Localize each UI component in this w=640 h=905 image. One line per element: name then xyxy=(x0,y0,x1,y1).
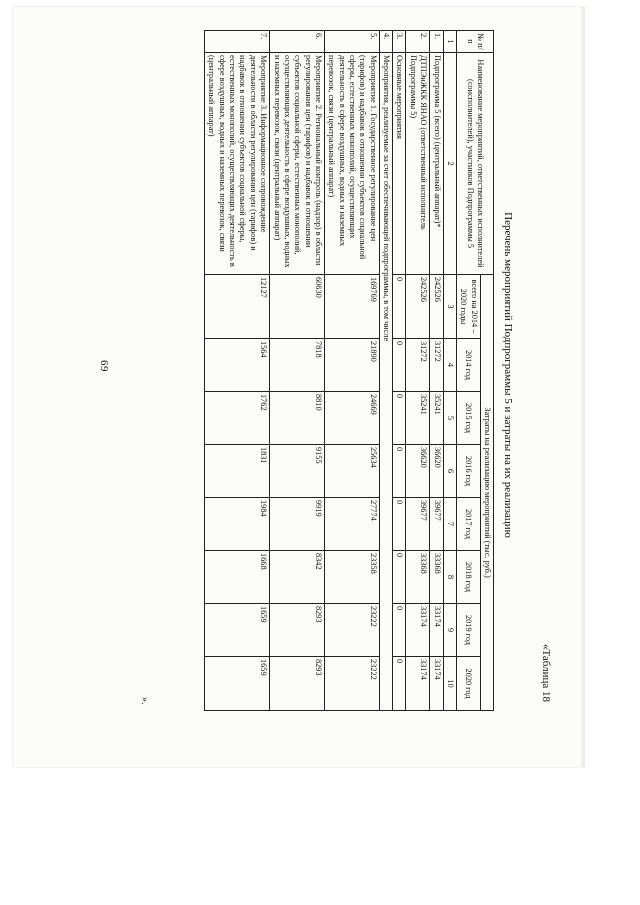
header-year: 2014 год xyxy=(456,339,480,392)
header-year: 2020 год xyxy=(456,657,480,711)
cell-value: 0 xyxy=(393,551,406,604)
row-section-heading: Мероприятия, реализуемые за счет обеспечивающей подпрограммы, в том числе xyxy=(379,53,392,711)
cell-value: 1668 xyxy=(205,551,270,604)
cell-value: 35241 xyxy=(430,392,443,445)
column-number: 3 xyxy=(443,275,456,339)
cell-value: 21890 xyxy=(324,339,379,392)
header-year: 2016 год xyxy=(456,445,480,498)
table-row xyxy=(430,31,443,711)
header-no: № п/п xyxy=(456,31,493,53)
cell-value: 8293 xyxy=(270,604,325,657)
table-row xyxy=(406,31,430,711)
header-year: 2015 год xyxy=(456,392,480,445)
header-costs-group: Затраты на реализацию мероприятий (тыс. руб.) xyxy=(480,275,493,711)
cell-value: 39677 xyxy=(430,498,443,551)
cell-value: 8810 xyxy=(270,392,325,445)
cell-value: 33368 xyxy=(430,551,443,604)
cell-value: 23222 xyxy=(324,657,379,711)
cell-value: 35241 xyxy=(406,392,430,445)
column-number-row xyxy=(443,31,456,711)
column-number: 7 xyxy=(443,498,456,551)
cell-total: 0 xyxy=(393,275,406,339)
column-number: 6 xyxy=(443,445,456,498)
row-name: Мероприятие 1. Государственное регулирование цен (тарифов) и надбавок в отношении субъектов социальной сферы, естественных монополий, осуществляющих деятельность в сфере воздушных, водных и наземных перевозок, связи (центральный аппарат) xyxy=(324,53,379,275)
cell-value: 0 xyxy=(393,445,406,498)
cell-value: 31272 xyxy=(406,339,430,392)
cell-value: 8342 xyxy=(270,551,325,604)
cell-value: 1831 xyxy=(205,445,270,498)
cell-value: 0 xyxy=(393,657,406,711)
cell-total: 242526 xyxy=(406,275,430,339)
header-year: 2018 год xyxy=(456,551,480,604)
cell-value: 33174 xyxy=(430,657,443,711)
row-name: Подпрограмма 5 (всего) (центральный аппарат)* xyxy=(430,53,443,275)
header-total: всего на 2014 – 2020 годы xyxy=(456,275,480,339)
page-number: 69 xyxy=(98,360,110,372)
row-name: ДТПЭиЖКК ЯНАО (ответственный исполнитель Подпрограммы 5) xyxy=(406,53,430,275)
cell-total: 242526 xyxy=(430,275,443,339)
cell-value: 0 xyxy=(393,339,406,392)
table-caption: «Таблица 18 xyxy=(540,643,552,702)
header-year: 2019 год xyxy=(456,604,480,657)
cell-value: 23358 xyxy=(324,551,379,604)
cell-value: 0 xyxy=(393,392,406,445)
cell-value: 9155 xyxy=(270,445,325,498)
row-number: 2. xyxy=(406,31,430,53)
header-name: Наименование мероприятий, ответственных исполнителей (соисполнителей), участников Подпрограммы 5 xyxy=(456,53,493,275)
row-number: 4. xyxy=(379,31,392,53)
header-year: 2017 год xyxy=(456,498,480,551)
measures-table xyxy=(204,30,494,711)
cell-value: 1659 xyxy=(205,657,270,711)
row-number: 6. xyxy=(270,31,325,53)
table-row xyxy=(270,31,325,711)
cell-value: 36620 xyxy=(406,445,430,498)
table-row xyxy=(379,31,392,711)
column-number: 10 xyxy=(443,657,456,711)
cell-value: 1762 xyxy=(205,392,270,445)
cell-value: 33174 xyxy=(406,657,430,711)
column-number: 1 xyxy=(443,31,456,53)
cell-value: 23222 xyxy=(324,604,379,657)
cell-value: 33174 xyxy=(430,604,443,657)
cell-value: 9919 xyxy=(270,498,325,551)
column-number: 2 xyxy=(443,53,456,275)
cell-value: 31272 xyxy=(430,339,443,392)
cell-value: 27774 xyxy=(324,498,379,551)
cell-value: 7818 xyxy=(270,339,325,392)
document-title: Перечень мероприятий Подпрограммы 5 и затраты на их реализацию xyxy=(502,212,514,538)
cell-value: 33174 xyxy=(406,604,430,657)
column-number: 8 xyxy=(443,551,456,604)
column-number: 5 xyxy=(443,392,456,445)
column-number: 4 xyxy=(443,339,456,392)
cell-total: 12127 xyxy=(205,275,270,339)
table-row xyxy=(205,31,270,711)
row-name: Мероприятие 2. Региональный контроль (надзор) в области регулирования цен (тарифов) и надбавок в отношении субъектов социальной сферы, естественных монополий, осуществляющих деятельность в сфере воздушных, водных и наземных перевозок, связи (центральный аппарат) xyxy=(270,53,325,275)
table-row xyxy=(324,31,379,711)
cell-value: 25634 xyxy=(324,445,379,498)
row-number: 1. xyxy=(430,31,443,53)
row-number: 3. xyxy=(393,31,406,53)
cell-value: 8293 xyxy=(270,657,325,711)
cell-value: 0 xyxy=(393,604,406,657)
cell-total: 169769 xyxy=(324,275,379,339)
cell-value: 36620 xyxy=(430,445,443,498)
cell-value: 39677 xyxy=(406,498,430,551)
row-number: 7. xyxy=(205,31,270,53)
column-number: 9 xyxy=(443,604,456,657)
row-number: 5. xyxy=(324,31,379,53)
closing-quote-mark: ». xyxy=(139,697,150,705)
cell-value: 0 xyxy=(393,498,406,551)
rotated-document xyxy=(92,20,572,730)
paper-edge-shadow xyxy=(582,6,585,768)
cell-value: 33368 xyxy=(406,551,430,604)
cell-value: 1564 xyxy=(205,339,270,392)
row-name: Мероприятие 3. Информационное сопровождение деятельности в области регулирования цен (тарифов) и надбавок в отношении субъектов социальной сферы, естественных монополий, осуществляющих деятельность в сфере воздушных, водных и наземных перевозок, связи (центральный аппарат) xyxy=(205,53,270,275)
cell-value: 24669 xyxy=(324,392,379,445)
row-name: Основные мероприятия xyxy=(393,53,406,275)
table-row xyxy=(393,31,406,711)
cell-value: 1659 xyxy=(205,604,270,657)
cell-total: 60630 xyxy=(270,275,325,339)
cell-value: 1984 xyxy=(205,498,270,551)
